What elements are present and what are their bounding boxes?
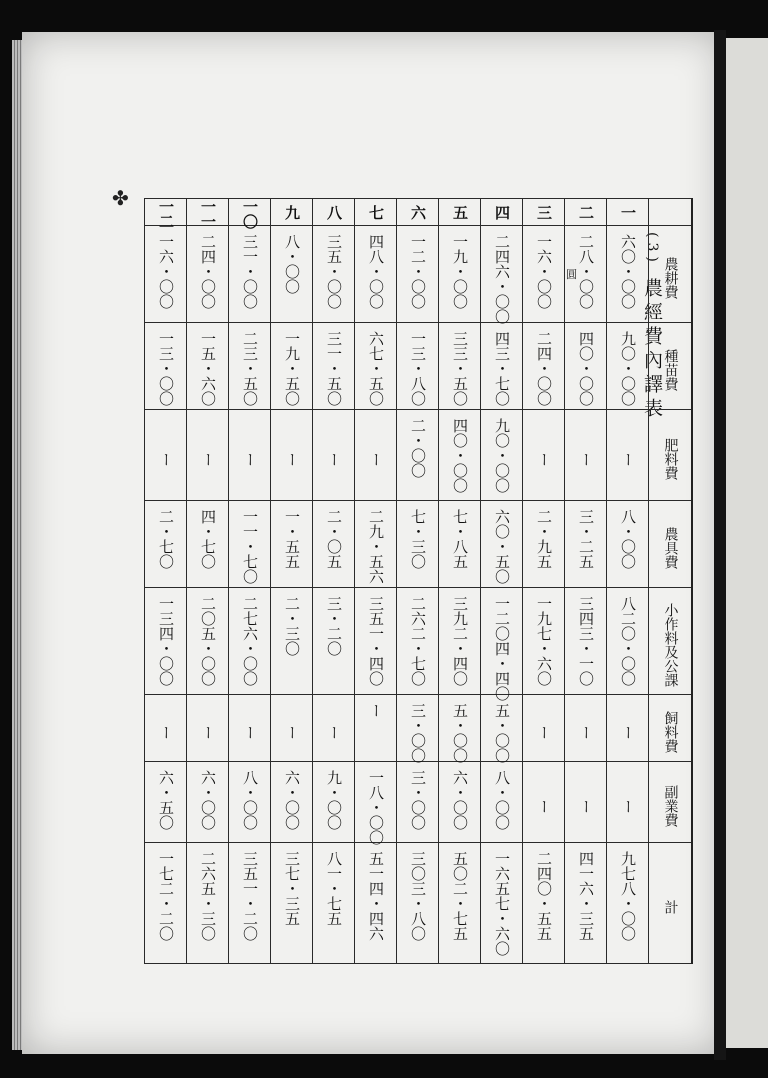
table-cell: 三一・〇〇	[229, 226, 271, 323]
row-label: 六	[397, 199, 439, 226]
table-cell: ー	[313, 695, 355, 762]
unit-mark: 圓	[566, 268, 577, 281]
table-cell: 一九七・六〇	[523, 588, 565, 695]
table-cell: 一二〇四・四〇	[481, 588, 523, 695]
table-cell: 六七・五〇	[355, 323, 397, 410]
table-cell: 三三・五〇	[439, 323, 481, 410]
table-cell: ー	[229, 410, 271, 501]
table-cell: 九〇・〇〇	[607, 323, 649, 410]
title-text: 農經費內譯表	[641, 277, 663, 422]
column-header: 農耕費	[649, 226, 693, 323]
table-cell: ー	[523, 410, 565, 501]
row-label: 一〇	[229, 199, 271, 226]
table-cell: ー	[355, 695, 397, 762]
table-cell: ー	[607, 410, 649, 501]
table-cell: 九・〇〇	[313, 762, 355, 843]
table-cell: ー	[565, 695, 607, 762]
table-cell: 二九・五六	[355, 501, 397, 588]
table-cell: 八・〇〇	[607, 501, 649, 588]
expense-table	[144, 198, 693, 964]
table-cell: 六・〇〇	[187, 762, 229, 843]
category-row	[145, 762, 693, 843]
table-cell: 三七・三五	[271, 843, 313, 964]
row-label: 九	[271, 199, 313, 226]
table-cell: 一三・八〇	[397, 323, 439, 410]
table-cell: 八一・七五	[313, 843, 355, 964]
table-cell: 一九・五〇	[271, 323, 313, 410]
category-row	[145, 695, 693, 762]
table-cell: 九七八・〇〇	[607, 843, 649, 964]
table-cell: 二〇五・〇〇	[187, 588, 229, 695]
table-cell: 五・〇〇	[439, 695, 481, 762]
table-cell: 四三・七〇	[481, 323, 523, 410]
table-cell: 五・〇〇	[481, 695, 523, 762]
table-cell: ー	[565, 762, 607, 843]
category-row	[145, 323, 693, 410]
table-cell: 二・七〇	[145, 501, 187, 588]
ink-speck: ✤	[112, 186, 129, 210]
row-label: 一一	[187, 199, 229, 226]
table-cell: 四〇・〇〇	[439, 410, 481, 501]
table-cell: 二七六・〇〇	[229, 588, 271, 695]
table-cell: 一九・〇〇	[439, 226, 481, 323]
table-cell: 一七二・二〇	[145, 843, 187, 964]
table-cell: 三・二〇	[313, 588, 355, 695]
column-header: 飼料費	[649, 695, 693, 762]
table-cell: 二・〇五	[313, 501, 355, 588]
table-cell: 二四〇・五五	[523, 843, 565, 964]
table-cell: 三四三・一〇	[565, 588, 607, 695]
table-cell: 三五一・四〇	[355, 588, 397, 695]
table-cell: 一六五七・六〇	[481, 843, 523, 964]
table-cell: 二八・〇〇	[565, 226, 607, 323]
column-header: 小作料及公課	[649, 588, 693, 695]
table-cell: ー	[523, 695, 565, 762]
table-cell: 八・〇〇	[229, 762, 271, 843]
row-label: 四	[481, 199, 523, 226]
table-cell: ー	[271, 695, 313, 762]
table-cell: 三・〇〇	[397, 695, 439, 762]
table-cell: 二・九五	[523, 501, 565, 588]
category-row	[145, 226, 693, 323]
column-header: 副業費	[649, 762, 693, 843]
table-cell: ー	[145, 410, 187, 501]
table-cell: 二四六・〇〇	[481, 226, 523, 323]
table-cell: ー	[355, 410, 397, 501]
table-cell: 三・二五	[565, 501, 607, 588]
table-cell: 二・〇〇	[397, 410, 439, 501]
column-header: 種苗費	[649, 323, 693, 410]
table-cell: 三九二・四〇	[439, 588, 481, 695]
table-cell: 二・三〇	[271, 588, 313, 695]
table-cell: 九〇・〇〇	[481, 410, 523, 501]
table-cell: 四・七〇	[187, 501, 229, 588]
next-page-edge	[726, 38, 768, 1048]
table-cell: ー	[145, 695, 187, 762]
table-cell: 四八・〇〇	[355, 226, 397, 323]
table-cell: ー	[271, 410, 313, 501]
table-cell: 八・〇〇	[481, 762, 523, 843]
row-label: 三	[523, 199, 565, 226]
table-cell: 一八・〇〇	[355, 762, 397, 843]
table-cell: 八・〇〇	[271, 226, 313, 323]
table-cell: ー	[187, 695, 229, 762]
table-cell: 一一・七〇	[229, 501, 271, 588]
row-label-row	[145, 199, 693, 226]
table-cell: 八二〇・〇〇	[607, 588, 649, 695]
table-cell: 一三・〇〇	[145, 323, 187, 410]
column-header: 計	[649, 843, 693, 964]
table-cell: 一三四・〇〇	[145, 588, 187, 695]
category-row	[145, 501, 693, 588]
table-cell: ー	[229, 695, 271, 762]
table-cell: 四〇・〇〇	[565, 323, 607, 410]
table-cell: ー	[607, 695, 649, 762]
row-label: 一二	[145, 199, 187, 226]
row-label: 七	[355, 199, 397, 226]
table-cell: ー	[607, 762, 649, 843]
category-row	[145, 843, 693, 964]
table-cell: 五一四・四六	[355, 843, 397, 964]
table-cell: 三五・〇〇	[313, 226, 355, 323]
table-cell: 七・三〇	[397, 501, 439, 588]
table-cell: 七・八五	[439, 501, 481, 588]
table-cell: 三・〇〇	[397, 762, 439, 843]
table-cell: 二三・五〇	[229, 323, 271, 410]
table-cell: 六〇・〇〇	[607, 226, 649, 323]
table-cell: 一・五五	[271, 501, 313, 588]
table-cell: 二四・〇〇	[523, 323, 565, 410]
table-cell: 三〇三・八〇	[397, 843, 439, 964]
table-cell: 二四・〇〇	[187, 226, 229, 323]
table-cell: 六・〇〇	[271, 762, 313, 843]
table-cell: 五〇二・七五	[439, 843, 481, 964]
table-cell: ー	[313, 410, 355, 501]
row-label: 一	[607, 199, 649, 226]
table-cell: 一二・〇〇	[397, 226, 439, 323]
table-cell: 一五・六〇	[187, 323, 229, 410]
row-label: 八	[313, 199, 355, 226]
book-gutter	[714, 30, 726, 1060]
category-row	[145, 588, 693, 695]
column-header: 肥料費	[649, 410, 693, 501]
table-cell: 六・〇〇	[439, 762, 481, 843]
table-cell: 三一・五〇	[313, 323, 355, 410]
table-cell: 四一六・三五	[565, 843, 607, 964]
table-cell: ー	[523, 762, 565, 843]
table-cell: 三五一・二〇	[229, 843, 271, 964]
category-row	[145, 410, 693, 501]
header-corner	[649, 199, 693, 226]
table-cell: 二六二・七〇	[397, 588, 439, 695]
table-cell: 一六・〇〇	[145, 226, 187, 323]
column-header: 農具費	[649, 501, 693, 588]
table-cell: 一六・〇〇	[523, 226, 565, 323]
table-cell: ー	[565, 410, 607, 501]
table-cell: 六〇・五〇	[481, 501, 523, 588]
row-label: 二	[565, 199, 607, 226]
row-label: 五	[439, 199, 481, 226]
title-number: (3)	[644, 232, 660, 267]
table-cell: 六・五〇	[145, 762, 187, 843]
table-cell: ー	[187, 410, 229, 501]
table-cell: 二六五・三〇	[187, 843, 229, 964]
